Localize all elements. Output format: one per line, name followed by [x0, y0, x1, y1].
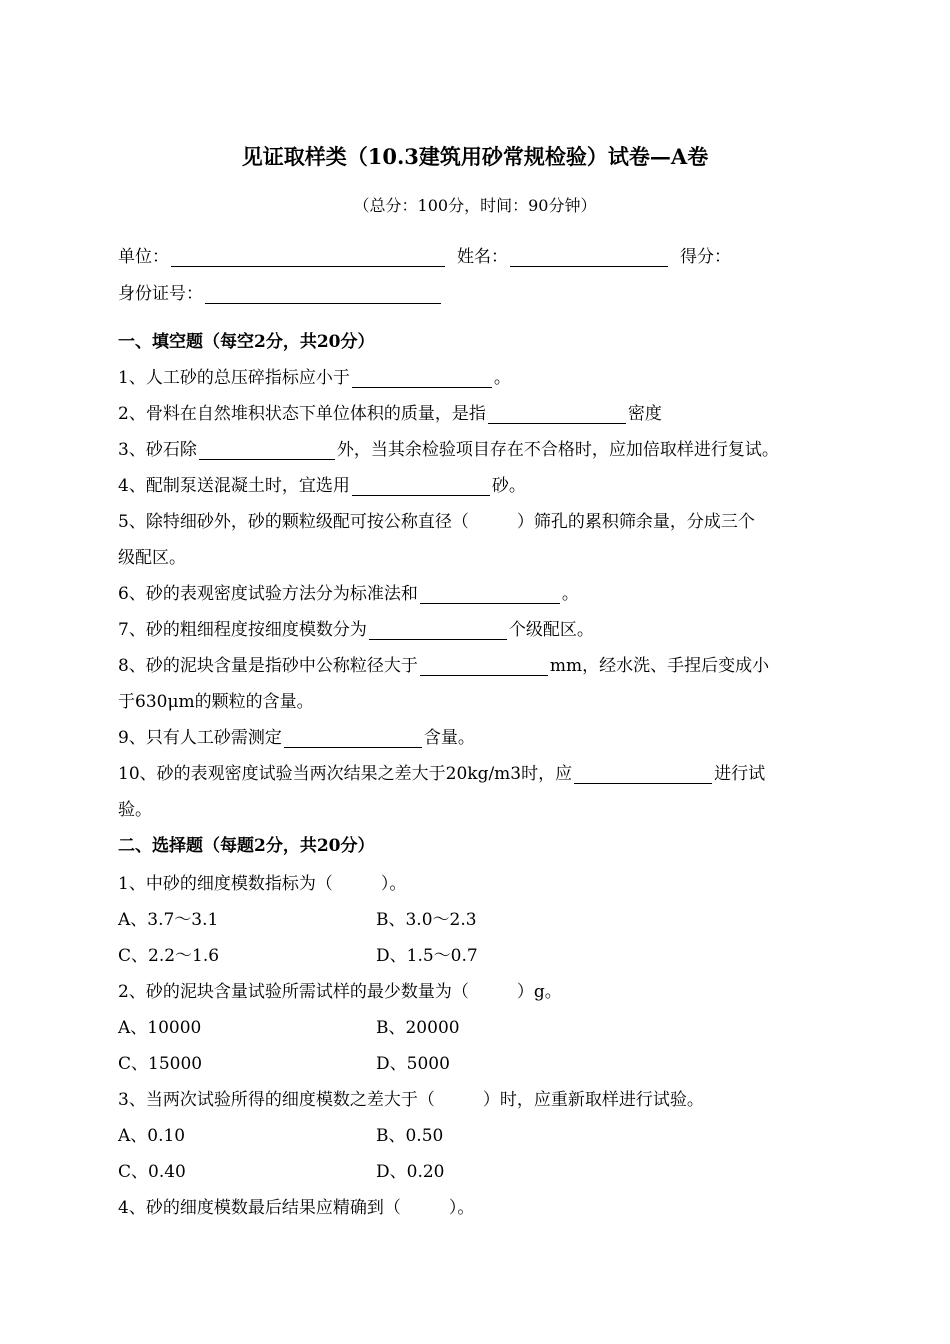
fill-question-8-cont: 于630μm的颗粒的含量。 — [118, 692, 314, 712]
answer-blank[interactable] — [199, 439, 335, 460]
options-row — [118, 1049, 718, 1074]
fill-question-9 — [118, 723, 475, 748]
answer-blank[interactable] — [574, 763, 712, 784]
question-text: 4、砂的细度模数最后结果应精确到（ — [118, 1198, 401, 1218]
question-text: 含量。 — [423, 728, 475, 748]
options-row — [118, 1121, 718, 1146]
answer-blank[interactable] — [369, 619, 507, 640]
question-text: ）g。 — [516, 982, 562, 1002]
options-row — [118, 1157, 718, 1182]
options-row — [118, 905, 718, 930]
fill-question-1 — [118, 363, 511, 388]
choice-question-4 — [118, 1193, 474, 1218]
fill-question-5 — [118, 507, 755, 532]
question-text: 2、砂的泥块含量试验所需试样的最少数量为（ — [118, 982, 469, 1002]
question-text: 砂。 — [491, 476, 526, 496]
answer-blank[interactable] — [420, 583, 560, 604]
option-c[interactable]: C、15000 — [118, 1054, 203, 1074]
fill-question-6 — [118, 579, 579, 604]
answer-blank[interactable] — [488, 403, 626, 424]
question-text: 外，当其余检验项目存在不合格时，应加倍取样进行复试。 — [336, 440, 779, 460]
answer-blank[interactable] — [284, 727, 422, 748]
exam-subtitle: （总分：100分，时间：90分钟） — [353, 196, 597, 215]
answer-blank[interactable] — [352, 367, 492, 388]
info-row — [118, 242, 731, 267]
name-label: 姓名： — [457, 247, 508, 267]
id-row — [118, 279, 443, 304]
fill-question-2 — [118, 399, 662, 424]
question-text: 进行试 — [714, 764, 766, 784]
question-text: 4、配制泵送混凝土时，宜选用 — [118, 476, 350, 496]
question-text: ）筛孔的累积筛余量，分成三个 — [516, 512, 755, 532]
id-field[interactable] — [205, 283, 441, 304]
fill-question-7 — [118, 615, 594, 640]
question-text: 个级配区。 — [508, 620, 594, 640]
question-text: 3、砂石除 — [118, 440, 197, 460]
unit-label: 单位： — [118, 247, 169, 267]
name-field[interactable] — [510, 246, 668, 267]
option-d[interactable]: D、0.20 — [376, 1162, 445, 1182]
option-b[interactable]: B、0.50 — [376, 1126, 444, 1146]
choice-question-2 — [118, 977, 562, 1002]
question-text: 。 — [561, 584, 579, 604]
answer-blank[interactable] — [352, 475, 490, 496]
fill-question-5-cont: 级配区。 — [118, 548, 186, 568]
option-d[interactable]: D、5000 — [376, 1054, 450, 1074]
fill-question-8 — [118, 651, 769, 676]
choice-question-1 — [118, 869, 406, 894]
option-a[interactable]: A、10000 — [118, 1018, 202, 1038]
question-text: ）时，应重新取样进行试验。 — [482, 1090, 704, 1110]
exam-title: 见证取样类（10.3建筑用砂常规检验）试卷—A卷 — [241, 144, 709, 169]
option-b[interactable]: B、20000 — [376, 1018, 460, 1038]
question-text: 1、人工砂的总压碎指标应小于 — [118, 368, 350, 388]
question-text: 1、中砂的细度模数指标为（ — [118, 874, 333, 894]
question-text: 6、砂的表观密度试验方法分为标准法和 — [118, 584, 418, 604]
answer-blank[interactable] — [420, 655, 548, 676]
question-text: 2、骨料在自然堆积状态下单位体积的质量，是指 — [118, 404, 486, 424]
question-text: 密度 — [627, 404, 662, 424]
question-text: ）。 — [380, 874, 407, 894]
question-text: ）。 — [448, 1198, 475, 1218]
question-text: 9、只有人工砂需测定 — [118, 728, 282, 748]
question-text: 。 — [493, 368, 511, 388]
option-c[interactable]: C、0.40 — [118, 1162, 186, 1182]
options-row — [118, 1013, 718, 1038]
question-text: 10、砂的表观密度试验当两次结果之差大于20kg/m3时，应 — [118, 764, 573, 784]
option-b[interactable]: B、3.0～2.3 — [376, 910, 477, 930]
section1-heading: 一、填空题（每空2分，共20分） — [118, 332, 375, 352]
question-text: 3、当两次试验所得的细度模数之差大于（ — [118, 1090, 435, 1110]
option-a[interactable]: A、0.10 — [118, 1126, 186, 1146]
score-label: 得分： — [680, 247, 731, 267]
fill-question-10 — [118, 759, 765, 784]
option-a[interactable]: A、3.7～3.1 — [118, 910, 219, 930]
question-text: 8、砂的泥块含量是指砂中公称粒径大于 — [118, 656, 418, 676]
fill-question-10-cont: 验。 — [118, 800, 152, 820]
choice-question-3 — [118, 1085, 704, 1110]
id-label: 身份证号： — [118, 284, 203, 304]
fill-question-4 — [118, 471, 526, 496]
option-c[interactable]: C、2.2～1.6 — [118, 946, 220, 966]
fill-question-3 — [118, 435, 779, 460]
options-row — [118, 941, 718, 966]
question-text: 5、除特细砂外，砂的颗粒级配可按公称直径（ — [118, 512, 469, 532]
question-text: mm，经水洗、手捏后变成小 — [549, 656, 770, 676]
option-d[interactable]: D、1.5～0.7 — [376, 946, 478, 966]
question-text: 7、砂的粗细程度按细度模数分为 — [118, 620, 367, 640]
section2-heading: 二、选择题（每题2分，共20分） — [118, 836, 375, 856]
unit-field[interactable] — [171, 246, 445, 267]
